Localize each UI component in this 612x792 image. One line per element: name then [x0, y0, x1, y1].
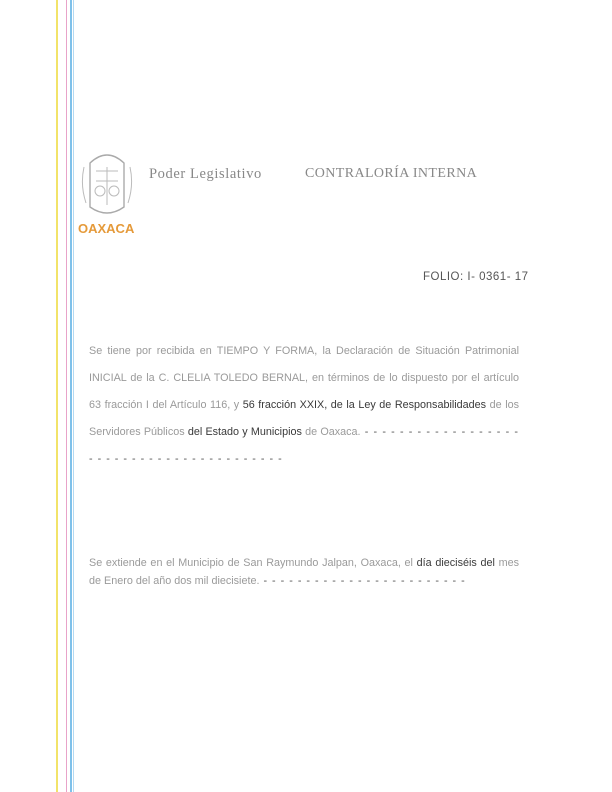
- declaration-paragraph: [89, 338, 519, 473]
- declaration-text-dark: del Estado y Municipios: [184, 426, 302, 438]
- scan-stripe: [66, 0, 67, 792]
- dash-line: - - - - - - - - - - - - - - - - - - - - - - - - - - - - - - - - - - - - - - - - -: [89, 426, 519, 465]
- issuance-text: Se extiende en el Municipio de San Raymundo Jalpan, Oaxaca, el: [89, 557, 413, 569]
- dash-line: - - - - - - - - - - - - - - - - - - - - - - - -: [259, 575, 466, 587]
- contraloria-heading: CONTRALORÍA INTERNA: [305, 166, 478, 181]
- oaxaca-seal-logo: [78, 145, 136, 235]
- scan-stripe: [73, 0, 74, 792]
- declaration-text: Se tiene por recibida en TIEMPO Y FORMA, la Declaración de Situación Patrimonial INICIAL de la C. CLELIA TOLEDO BERNAL, en términos de lo dispuesto por el artículo 63 fracción I del Artículo 116, y: [89, 345, 519, 411]
- folio-number: FOLIO: I- 0361- 17: [423, 271, 529, 283]
- issuance-text-dark: día dieciséis del: [412, 557, 495, 569]
- issuance-paragraph: [89, 554, 519, 590]
- scan-stripe: [70, 0, 72, 792]
- declaration-text: de Oaxaca.: [301, 426, 361, 438]
- poder-legislativo-heading: Poder Legislativo: [149, 166, 262, 182]
- scan-stripe: [56, 0, 58, 792]
- issuance-text: mes de Enero del año dos mil diecisiete.: [89, 557, 519, 587]
- svg-text:OAXACA: OAXACA: [78, 221, 135, 235]
- declaration-text-dark: 56 fracción XXIX, de la Ley de Responsabilidades: [239, 399, 487, 411]
- declaration-text: de los Servidores Públicos: [89, 399, 520, 438]
